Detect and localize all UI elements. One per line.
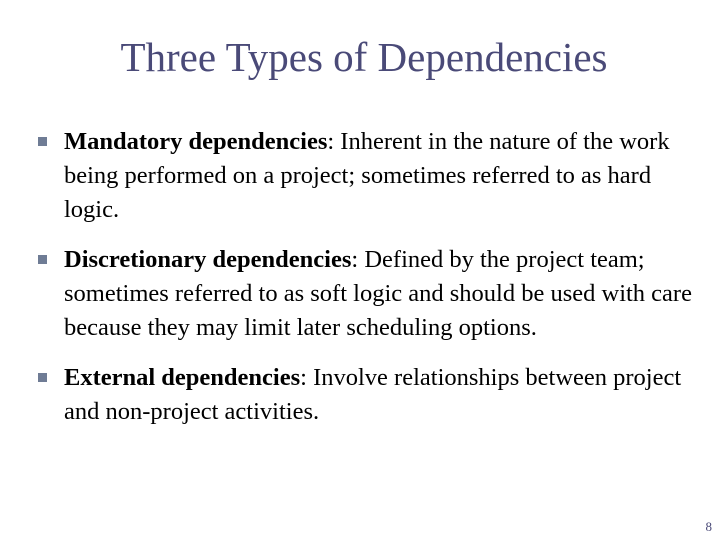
bullet-item-mandatory bbox=[36, 125, 696, 227]
square-bullet-icon bbox=[38, 255, 47, 264]
bullet-text: : Inherent in the nature of the work being performed on a project; sometimes referred to as hard logic. bbox=[64, 128, 670, 223]
bullet-term: Discretionary dependencies bbox=[64, 246, 352, 273]
square-bullet-icon bbox=[38, 137, 47, 146]
bullet-term: Mandatory dependencies bbox=[64, 128, 328, 155]
page-number: 8 bbox=[705, 519, 712, 534]
bullet-term: External dependencies bbox=[64, 364, 301, 391]
bullet-text: : Involve relationships between project and non-project activities. bbox=[64, 364, 682, 425]
bullet-list bbox=[36, 125, 696, 445]
slide-title: Three Types of Dependencies bbox=[120, 34, 608, 80]
bullet-item-external bbox=[36, 361, 696, 429]
bullet-item-discretionary bbox=[36, 243, 696, 345]
square-bullet-icon bbox=[38, 373, 47, 382]
bullet-text: : Defined by the project team; sometimes referred to as soft logic and should be used with care because they may limit later scheduling options. bbox=[64, 246, 692, 341]
